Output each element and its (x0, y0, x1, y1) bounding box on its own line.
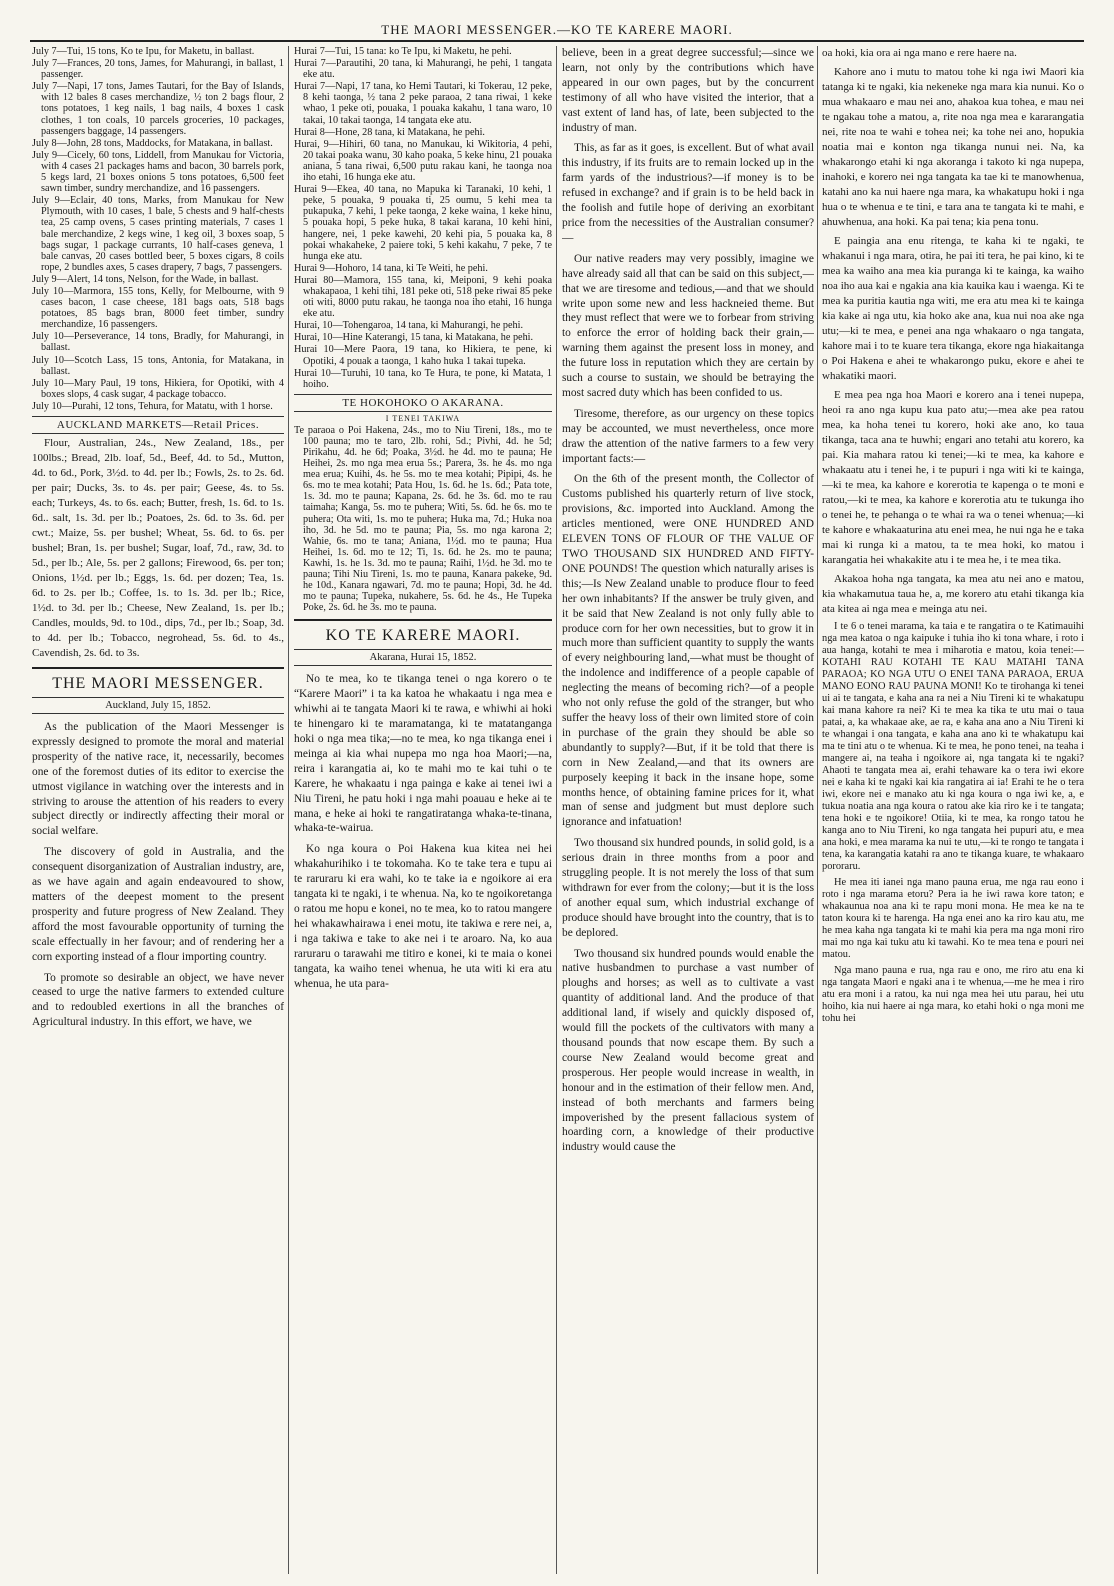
shipping-entry: July 7—Frances, 20 tons, James, for Mahurangi, in ballast, 1 passenger. (32, 58, 284, 81)
header-rule (30, 40, 1084, 42)
editorial-paragraph: oa hoki, kia ora ai nga mano e rere haere na. (822, 47, 1017, 59)
running-header: THE MAORI MESSENGER.—KO TE KARERE MAORI. (381, 22, 733, 37)
shipping-entry: July 9—Cicely, 60 tons, Liddell, from Manukau for Victoria, with 4 cases 21 packages hams and bacon, 30 barrels pork, 5 kegs lard, 21 boxes onions 5 tons potatoes, 6,500 feet sawn timber, sundry merchandize, and 16 passengers. (32, 149, 284, 195)
editorial-paragraph: I te 6 o tenei marama, ka taia e te rangatira o te Katimauihi nga mea katoa o nga kaipuke i tuhia iho ki tona whare, i roto i aua hanga, kotahi te mea i miharotia e matou, koia tenei:— KOTAHI RAU KOTAHI TE KAU MATAHI TANA PARAOA; KO NGA UTU O ENEI TANA PARAOA, ERUA MANO EONO RAU PAUNA MONI! Ko te tirohanga ki tenei ui ai te tangata, e kaha ana ra nei a Niu Tireni ki te whakatupu kai mana kahore ra nei? Ki te mea ka tika te utu mai o taua patai, a, ka whakaae ake, ae ra, e kaha ana ano a Niu Tireni ki te whangai i ona tangata, e kaha ana ano ki te whakatupu kai ma te tini atu o te whenua. Ki te mea, he pono tenei, na teaha i mangere ai, na teaha i ngoikore ai, nga tangata ki te ngaki? Ahaoti te tangata mea ai, erahi tehaware ka o tera iwi ekore nei e kaha ki te ngaki kai kia rangatira ai ia! Erahi te he o tera iwi, ekore nei e manako atu ki nga koura o nga iwi ke, a, e tukua noatia ana nga koura o ratou ake kia riro ke i te tangata; tena hoki e te ngoikore! Otiia, ki te mea, ka rongo tatou he kanga ano to Niu Tireni, ko nga tangata hei pupuri atu, e mea ana hoki, e mea marama ka nui te utu,—ki te rongo te tangata i tena, ka karangatia katahi ra ano te tikanga kuare, te whakaaro pororaru. (822, 621, 1084, 872)
markets-heading: TE HOKOHOKO O AKARANA. (294, 394, 552, 412)
shipping-entry: Hurai, 10—Hine Katerangi, 15 tana, ki Matakana, he pehi. (294, 332, 534, 344)
editorial-paragraph: To promote so desirable an object, we have never ceased to urge the native farmers to extended culture and to redoubled exertions in all the branches of Agricultural industry. In this effort, we have, we (32, 971, 284, 1029)
shipping-entry: Hurai 7—Parautihi, 20 tana, ki Mahurangi, he pehi, 1 tangata eke atu. (294, 58, 552, 81)
shipping-list-english (32, 46, 284, 412)
editorial-paragraph: Ko nga koura o Poi Hakena kua kitea nei hei whakahurihiko i te tokomaha. Ko te take tera e tupu ai te raruraru ki era wahi, ko te take ia e ngoikore ai era tangata ki te ngaki, i te whenua. Na, ko te ngoikoretanga o ratou me hopu e konei, no te mea, ko to ratou mangere hei whakawhairawa i enei motu, ite takiwa e rere nei, a, i nga takiwa e take to ake nei i te aroaro. Na, ko aua raruraru o tarawahi me titiro e konei, ki te maia o konei tangata, ka waiho tenei whenua, he uta witi ki era atu whenua, he uta para- (294, 843, 552, 990)
editorial-paragraph: On the 6th of the present month, the Collector of Customs published his quarterly return of live stock, provisions, &c. imported into Auckland. Among the articles mentioned, were ONE HUNDRED AND ELEVEN TONS OF FLOUR OF THE VALUE OF TWO THOUSAND SIX HUNDRED AND FIFTY-ONE POUNDS! The question which naturally arises is this;—Is New Zealand unable to produce flour to feed her own inhabitants? If the answer be truly given, and it be said that New Zealand is not only fully able to produce corn for her own necessities, but to grow it in much more than sufficient quantity to supply the wants of every neighbouring land,—what must be thought of the indolence and indifference of a people capable of neglecting the means of becoming rich?—of a people who not only refuse the gold of the stranger, but who suffer the heavy loss of their own limited store of coin in purchase of the grain they should be able so abundantly to supply?—But, if it be told that there is corn in New Zealand,—and that its owners are purposely keeping it back in the insane hope, some months hence, of obtaining famine prices for it, what man of sense and judgment but must deplore such ignorance and infatuation! (562, 473, 814, 829)
shipping-list-maori (294, 46, 552, 390)
markets-subheading: I TENEI TAKIWA (385, 413, 461, 423)
shipping-entry: July 10—Scotch Lass, 15 tons, Antonia, for Matakana, in ballast. (32, 354, 284, 377)
markets-paragraph: Te paraoa o Poi Hakena, 24s., mo to Niu Tireni, 18s., mo te 100 pauna; mo te taro, 2lb. rohi, 5d.; Pivhi, 4d. he 5d; Pirikahu, 4d. he 6d; Poaka, 3½d. he 4d. mo te pauna; He Heihei, 2s. mo nga mea erua 5s.; Parera, 3s. he 4s. mo nga mea erua; Kuihi, 4s. he 5s. mo te mea kotahi; Pipipi, 4s. he 6s. mo te mea kotahi; Pata Hou, 1s. 6d. he 1s. 6d.; Pata tote, 1s. 3d. mo te pauna; Kapana, 2s. 6d. he 3s. 6d. mo te rau taimaha; Kanga, 5s. mo te puhera; Witi, 5s. 6d. he 6s. mo te puhera; Ota witi, 1s. mo te puhera; Huka ma, 7d.; Huka noa iho, 3d. he 5d. mo te pauna; Pia, 5s. mo nga karona 2; Wahie, 6s. mo te tana; Aniana, 1½d. mo te pauna; Hua Heihei, 1s. 6d. mo te 12; Ti, 1s. 6d. he 2s. mo te pauna; Kawhi, 1s. he 1s. 3d. mo te pauna; Raihi, 1½d. he 3d. mo te pauna; Tihi Niu Tireni, 1s. mo te pauna, Kanara pakeke, 9d. he 10d., Kanara ngawari, 7d. mo te pauna; Hopi, 3d. he 4d. mo te pauna; Tupeka, nukahere, 5s. 6d. he 4s., He Tupeka Poke, 2s. 6d. he 3s. mo te pauna. (294, 424, 552, 614)
column-rule (288, 46, 289, 1574)
editorial-paragraph: No te mea, ko te tikanga tenei o nga korero o te “Karere Maori” i ta ka katoa he whakaatu i nga mea e whiwhi ai te tangata Maori ki te rawa, e whiwhi ai hoki te hinengaro ki te maramatanga, ki te matatanganga hoki o nga mea tika;—no te mea, ko nga tikanga enei i meinga ai kia whai nupepa mo nga hoa Maori;—na, reira i karangatia ai, ko te mahi mo te kai tuhi o te Karere, he whakaatu i nga painga e kake ai tenei iwi a Niu Tireni, he patu hoki i nga mahi poauau e heke ai te mana, e heke ai hoki te rangatiratanga whaka-te-tinana, whaka-te-wairua. (294, 673, 552, 835)
shipping-entry: July 9—Alert, 14 tons, Nelson, for the Wade, in ballast. (32, 273, 259, 285)
shipping-entry: Hurai 9—Hohoro, 14 tana, ki Te Weiti, he pehi. (294, 262, 488, 274)
shipping-entry: Hurai, 9—Hihiri, 60 tana, no Manukau, ki Wikitoria, 4 pehi, 20 takai poaka wanu, 30 kaho poaka, 5 keke hinu, 21 pouaka aniana, 5 tana riwai, 6,500 putu rakau kani, he taonga noa iho etahi, 16 hunga eke atu. (294, 138, 552, 184)
shipping-entry: Hurai 9—Ekea, 40 tana, no Mapuka ki Taranaki, 10 kehi, 1 peke, 5 pouaka, 9 pouaka ti, 25 oumu, 5 kehi mea ta pukapuka, 7 kehi, 1 peke taonga, 2 keke waina, 1 keke hinu, 5 pouaka hopi, 5 peke huka, 8 takai karana, 10 kehi hini, hangere, nei, 1 peke kawehi, 20 kehi pia, 5 pouaka ka, 8 pokai whakaheke, 2 paiere toki, 5 kehi kakahu, 7 peke, 7 te hunga eke atu. (294, 184, 552, 262)
editorial-continuation (562, 46, 814, 1155)
shipping-entry: Hurai 7—Tui, 15 tana: ko Te Ipu, ki Maketu, he pehi. (294, 46, 512, 57)
shipping-entry: July 10—Mary Paul, 19 tons, Hikiera, for Opotiki, with 4 boxes slops, 4 cask sugar, 4 package tobacco. (32, 377, 284, 400)
editorial-dateline: Akarana, Hurai 15, 1852. (294, 649, 552, 666)
editorial-paragraph: Two thousand six hundred pounds, in solid gold, is a serious drain in three months from a poor and struggling people. It is not merely the loss of that sum withdrawn for ever from the colony;—but it is the loss of another equal sum, which industrial exchange of produce should have brought into the country, that is to be deplored. (562, 837, 814, 939)
shipping-entry: Hurai 80—Mamora, 155 tana, ki, Meiponi, 9 kehi poaka whakapaoa, 1 kehi tihi, 181 peke oti, 518 peke riwai 85 peke oti witi, 8000 putu rakau, he taonga noa iho etahi, 16 hunga eke atu. (294, 274, 552, 320)
editorial-body (32, 720, 284, 1030)
shipping-entry: July 9—Eclair, 40 tons, Marks, from Manukau for New Plymouth, with 10 cases, 1 bale, 5 chests and 9 half-chests tea, 25 camp ovens, 5 cases printing materials, 7 cases 1 bale merchandize, 2 kegs wine, 1 keg oil, 3 boxes soap, 5 bags sugar, 1 package currants, 10 half-cases geneva, 1 bale canvas, 20 cases bottled beer, 5 boxes cigars, 8 coils rope, 2 bundles axes, 5 cases drapery, 7 bags, 7 passengers. (32, 195, 284, 273)
editorial-paragraph: He mea iti ianei nga mano pauna erua, me nga rau eono i roto i nga marama etoru? Pera ia he iwi rawa kore taton; e whakaunua noa ana ki te rapu moni mona. He mea ke na te taton koura ki te harenga. Ha nga enei ano ka riro kau atu, me he mea kaha nga tangata ki te mahi kia pera ma nga moni riro mai mo nga kai tuku atu ki tawahi. Ko te mea tena e pouri nei matou. (822, 877, 1084, 960)
maori-editorial-continuation (822, 46, 1084, 1025)
column-rule (556, 46, 557, 1574)
shipping-entry: July 10—Purahi, 12 tons, Tehura, for Matatu, with 1 horse. (32, 400, 273, 412)
markets-heading: AUCKLAND MARKETS—Retail Prices. (32, 416, 284, 434)
shipping-entry: Hurai 10—Turuhi, 10 tana, ko Te Hura, te pone, ki Matata, 1 hoiho. (294, 367, 552, 390)
editorial-paragraph: E paingia ana enu ritenga, te kaha ki te ngaki, te whakanui i nga mara, otira, he pai iti tera, he pai kino, ki te mea ka waiho ana mea kia puranga ki te kainga, ka waiho noa iho aua kai e ngakia ana kia kauika kau i waenga. Ki te mea ka puritia kautia nga witi, me era atu mea ki te kainga kia kake ai nga utu, kia hoko ake ana, kua nui noa ake nga utu;—ki te mea, e penei ana nga whakaaro o nga tangata, kahore mai i to te kuare tera tikanga, ekore nga hiakaitanga o Poi Hakena e ahei te whakarongo puku, ekore e ahei te whakatiki maori. (822, 235, 1084, 382)
editorial-paragraph: believe, been in a great degree successful;—since we learn, not only by the contributions which have appeared in our own pages, but by the concurrent testimony of all who have visited the interior, that a vast extent of land has, of late, been subjected to the industry of man. (562, 47, 814, 134)
column-3 (562, 46, 814, 1574)
shipping-entry: Hurai 10—Mere Paora, 19 tana, ko Hikiera, te pene, ki Opotiki, 4 pouak a taonga, 1 kaho huka 1 takai tupeka. (294, 344, 552, 367)
markets-text (294, 425, 552, 614)
shipping-entry: Hurai 8—Hone, 28 tana, ki Matakana, he pehi. (294, 126, 485, 138)
editorial-body (294, 672, 552, 991)
editorial-title: THE MAORI MESSENGER. (32, 667, 284, 693)
shipping-entry: July 10—Perseverance, 14 tons, Bradly, for Mahurangi, in ballast. (32, 331, 284, 354)
shipping-entry: July 7—Tui, 15 tons, Ko te Ipu, for Maketu, in ballast. (32, 46, 255, 57)
shipping-entry: July 8—John, 28 tons, Maddocks, for Matakana, in ballast. (32, 137, 273, 149)
editorial-paragraph: Our native readers may very possibly, imagine we have already said all that can be said on this subject,—that we are tiresome and tedious,—and that we should write upon some new and less hackneied theme. But they must reflect that were we to forbear from striving to enforce the error of holding back their grain,—warning them against the present loss in money, and the future loss in reputation which they are certain by such a course to sustain, we should be betraying the most sacred duty which has been confided to us. (562, 252, 814, 399)
column-4 (822, 46, 1084, 1574)
column-2 (294, 46, 552, 1574)
editorial-paragraph: Two thousand six hundred pounds would enable the native husbandmen to purchase a vast number of ploughs and horses; as well as to cultivate a vast quantity of additional land. And the produce of that additional land, if wisely and quickly disposed of, would fill the pockets of the cultivators with many a thousand pounds that now escape them. By such a course New Zealand would become great and prosperous. Her people would increase in wealth, in honour and in the estimation of their fellow men. And, instead of both merchants and farmers being impoverished by the present fallacious system of hoarding corn, a knowledge of their productive industry would cause the (562, 947, 814, 1154)
editorial-paragraph: Kahore ano i mutu to matou tohe ki nga iwi Maori kia tatanga ki te ngaki, kia nekeneke nga mara kia nunui. Ko o mua whakaaro e mau nei ano, ahakoa kua tohea, e mau nei te ngakau tohe a matou, a, rite noa nga mea e kararangatia nei, rite noa te wahi e tohea nei; ka tohe nei ano, hopukia noatia mai e konton nga tikanga nunui nei. Na, ka whakarongo etahi ki nga akoranga i takoto ki nga nupepa, inahoki, e korero nei nga tangata ka tae ki te manowhenua, katahi ano ka nui haere nga mara, ka whakatupu hoki i nga hua o te whenua e te tini, e tara ana te tangata ki te mahi, e ahuwhenua, ana hoki. Ka pai tena; kia pena tonu. (822, 66, 1084, 228)
markets-text (32, 436, 284, 661)
markets-paragraph: Flour, Australian, 24s., New Zealand, 18s., per 100lbs.; Bread, 2lb. loaf, 5d., Beef, 4d. to 5d., Mutton, 4d. to 6d., Pork, 3½d. to 4d. per lb.; Fowls, 2s. to 2s. 6d. per pair; Ducks, 3s. to 4s. per pair; Geese, 4s. to 5s. each; Turkeys, 4s. to 6s. each; Butter, fresh, 1s. 6d. to 1s. 6d.. salt, 1s. 3d. per lb.; Poatoes, 2s. 6d. to 3s. 6d. per cwt.; Maize, 5s. per bushel; Wheat, 5s. 6d. to 6s. per bushel; Bran, 1s. per bushel; Sugar, loaf, 7d., raw, 3d. to 5d., per lb.; Ale, 5s. per 2 gallons; Firewood, 6s. per ton; Onions, 1½d. per lb.; Eggs, 1s. 6d. per dozen; Tea, 1s. 6d. to 2s. per lb.; Coffee, 1s. to 1s. 3d. per lb.; Rice, 1½d. to 3d. per lb.; Cheese, New Zealand, 1s. per lb.; Candles, moulds, 9d. to 10d., dips, 7d., per lb.; Soap, 3d. to 4d. per lb.; Tobacco, negrohead, 5s. 6d. to 4s., Cavendish, 2s. 6d. to 3s. (32, 437, 284, 659)
editorial-paragraph: Nga mano pauna e rua, nga rau e ono, me riro atu ena ki nga tangata Maori e ngaki ana i te whenua,—me he mea i riro atu era moni i a ratou, ka nui nga mea hei utu parau, hei utu hoiho, kia nui haere ai nga mara, ko etahi hoki o nga moni me tohu hei (822, 965, 1084, 1024)
editorial-paragraph: The discovery of gold in Australia, and the consequent disorganization of Australian industry, are, as we have again and again endeavoured to show, matters of the deepest moment to the present prosperity and future progress of New Zealand. They afford the most favourable opportunity of turning the scale effectually in her favour; and of rendering her a corn exporting instead of a flour importing country. (32, 846, 284, 963)
editorial-dateline: Auckland, July 15, 1852. (32, 697, 284, 714)
column-1 (32, 46, 284, 1574)
column-rule (817, 46, 818, 1574)
shipping-entry: July 10—Marmora, 155 tons, Kelly, for Melbourne, with 9 cases bacon, 1 case cheese, 181 bags oats, 518 bags potatoes, 85 bags bran, 8000 feet timber, sundry merchandize, 16 passengers. (32, 285, 284, 331)
editorial-paragraph: E mea pea nga hoa Maori e korero ana i tenei nupepa, heoi ra ano nga kupu kua pato atu;—mea ake pea ratou mea, ka hoha tenei tu korero, hoki ake ano, ko taua tikanga, taca ana te huwhi; engari ano tetahi atu korero, ka pai. Kia mahara ratou ki tenei;—ki te mea, ka kahore e whakaatu atu i tenei he, i te pupuri i nga witi ki te kainga,—ki te mea, ka kahore e korerotia te kapenga o te moni e ratou,—ki te mea, ka kahore e korerotia atu te tukunga iho o tenei he, te pehanga o te whai ra wa o tenei whenua;—ki te kahore e whakaaturina atu enei mea, he nui nga he e taka mai ki runga ki a matou, ta te mea hoki, ko matou i karangatia hei whakakite atu i te mea he, i te mea tika. (822, 389, 1084, 566)
shipping-entry: July 7—Napi, 17 tons, James Tautari, for the Bay of Islands, with 12 bales 8 cases merchandize, ½ ton 2 bags flour, 2 tons potatoes, 1 keg nails, 1 bag nails, 4 boxes 1 cask clothes, 1 ton coals, 10 parcels groceries, 10 packages, passengers baggage, 14 passengers. (32, 81, 284, 137)
editorial-paragraph: This, as far as it goes, is excellent. But of what avail this industry, if its fruits are to remain locked up in the farm yards of the industrious?—if money is to be refused in exchange? and if grain is to be held back in the foolish and futile hope of deriving an exorbitant price from the necessities of the Australian consumer?— (562, 142, 814, 244)
editorial-paragraph: Akakoa hoha nga tangata, ka mea atu nei ano e matou, kia whakamutua taua he, a, me korero atu etahi tikanga kia ata kitea ai nga mea e meinga atu nei. (822, 573, 1084, 615)
editorial-title: KO TE KARERE MAORI. (294, 619, 552, 645)
editorial-paragraph: As the publication of the Maori Messenger is expressly designed to promote the moral and material prosperity of the native race, it, necessarily, becomes one of the foremost duties of its editor to exercise the utmost vigilance in watching over the interests and in striving to arouse the attention of his readers to every subject directly or indirectly affecting their moral or social welfare. (32, 721, 284, 838)
editorial-paragraph: Tiresome, therefore, as our urgency on these topics may be accounted, we must nevertheless, once more draw the attention of the native farmers to a few very important facts:— (562, 407, 814, 465)
shipping-entry: Hurai, 10—Tohengaroa, 14 tana, ki Mahurangi, he pehi. (294, 320, 524, 332)
shipping-entry: Hurai 7—Napi, 17 tana, ko Hemi Tautari, ki Tokerau, 12 peke, 8 kehi taonga, ½ tana 2 peke paraoa, 2 tana riwai, 1 keke whao, 1 peke oti, pouaka, 1 pouaka kakahu, 1 tana waro, 10 takai, 10 takai taonga, 14 tangata eke atu. (294, 81, 552, 126)
